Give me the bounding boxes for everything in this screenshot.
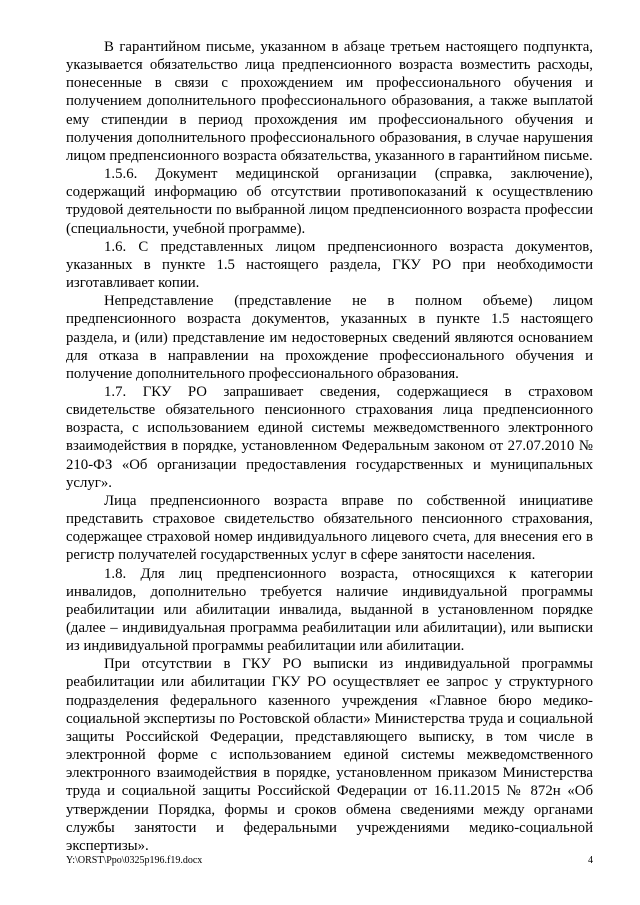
paragraph-1-8: 1.8. Для лиц предпенсионного возраста, относящихся к категории инвалидов, дополнительно требуется наличие индивидуальной программы реабилитации или абилитации инвалида, выданной в установленном порядке (далее – индивидуальная программа реабилитации или абилитации), или выписки из индивидуальной программы реабилитации или абилитации. bbox=[66, 565, 593, 655]
paragraph-1-5-6: 1.5.6. Документ медицинской организации (справка, заключение), содержащий информацию об отсутствии противопоказаний к осуществлению трудовой деятельности по выбранной лицом предпенсионного возраста профессии (специальности, учебной программе). bbox=[66, 166, 593, 237]
page-number: 4 bbox=[588, 855, 593, 866]
document-body bbox=[66, 38, 593, 855]
page-footer bbox=[66, 855, 593, 869]
paragraph-1-6: 1.6. С представленных лицом предпенсионного возраста документов, указанных в пункте 1.5 настоящего раздела, ГКУ РО при необходимости изготавливает копии. bbox=[66, 238, 593, 292]
paragraph-non-submission: Непредставление (представление не в полном объеме) лицом предпенсионного возраста документов, указанных в пункте 1.5 настоящего раздела, и (или) представление им недостоверных сведений являются основанием для отказа в направлении на прохождение профессионального обучения и получение дополнительного профессионального образования. bbox=[66, 293, 593, 382]
paragraph-own-initiative: Лица предпенсионного возраста вправе по собственной инициативе представить страховое свидетельство обязательного пенсионного страхования, содержащее страховой номер индивидуального лицевого счета, для внесения его в регистр получателей государственных услуг в сфере занятости населения. bbox=[66, 492, 593, 564]
paragraph-1-7: 1.7. ГКУ РО запрашивает сведения, содержащиеся в страховом свидетельстве обязательного пенсионного страхования лица предпенсионного возраста, с использованием единой системы межведомственного электронного взаимодействия в порядке, установленном Федеральным законом от 27.07.2010 № 210-ФЗ «Об организации предоставления государственных и муниципальных услуг». bbox=[66, 383, 593, 491]
footer-file-path: Y:\ORST\Ppo\0325p196.f19.docx bbox=[66, 855, 203, 866]
paragraph-absence-of-extract: При отсутствии в ГКУ РО выписки из индивидуальной программы реабилитации или абилитации ГКУ РО осуществляет ее запрос у структурного подразделения федерального казенного учреждения «Главное бюро медико-социальной экспертизы по Ростовской области» Министерства труда и социальной защиты Российской Федерации, представляющего выписку, в том числе в электронной форме с использованием единой системы межведомственного электронного взаимодействия в порядке, установленном приказом Министерства труда и социальной защиты Российской Федерации от 16.11.2015 № 872н «Об утверждении Порядка, формы и сроков обмена сведениями между органами службы занятости и федеральными учреждениями медико-социальной экспертизы». bbox=[66, 656, 593, 854]
paragraph-guarantee-letter: В гарантийном письме, указанном в абзаце третьем настоящего подпункта, указывается обязательство лица предпенсионного возраста возместить расходы, понесенные в связи с прохождением им профессионального обучения и получением дополнительного профессионального образования, а также выплатой ему стипендии в период прохождения им профессионального обучения и получения дополнительного профессионального образования, в случае нарушения лицом предпенсионного возраста обязательства, указанного в гарантийном письме. bbox=[66, 39, 593, 164]
